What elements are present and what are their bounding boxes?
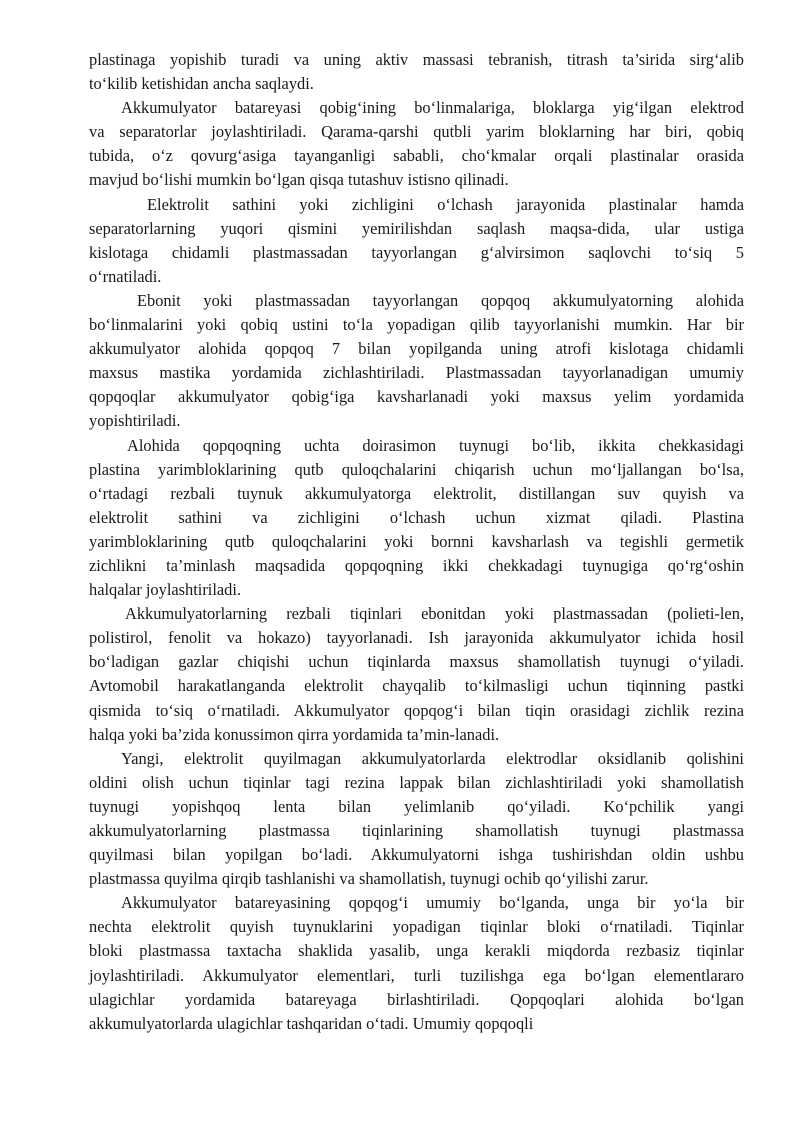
text-line: plastinaga yopishib turadi va uning aktiv massasi tebranish, titrash ta’sirida sirg‘alib <box>89 50 744 69</box>
text-line: polistirol, fenolit va hokazo) tayyorlanadi. Ish jarayonida akkumulyator ichida hosil <box>89 628 744 648</box>
text-line: tubida, o‘z qovurg‘asiga tayanganligi sababli, cho‘kmalar orqali plastinalar orasida <box>89 146 744 166</box>
text-line: bo‘linmalarini yoki qobiq ustini to‘la yopadigan qilib tayyorlanishi mumkin. Har bir <box>89 315 744 335</box>
text-line: kislotaga chidamli plastmassadan tayyorlangan g‘alvirsimon saqlovchi to‘siq 5 <box>89 242 744 262</box>
text-line: Ebonit yoki plastmassadan tayyorlangan qopqoq akkumulyatorning alohida <box>137 290 744 310</box>
text-line: quyilmasi bilan yopilgan bo‘ladi. Akkumulyatorni ishga tushirishdan oldin ushbu <box>89 845 744 865</box>
paragraph-5 <box>89 434 744 603</box>
paragraph-7 <box>89 747 744 892</box>
text-line: Alohida qopqoqning uchta doirasimon tuynugi bo‘lib, ikkita chekkasidagi <box>127 435 744 455</box>
text-line: qopqoqlar akkumulyator qobig‘iga kavsharlanadi yoki maxsus yelim yordamida <box>89 387 744 407</box>
text-line: yopishtiriladi. <box>89 411 181 431</box>
text-line: halqa yoki ba’zida konussimon qirra yordamida ta’min-lanadi. <box>89 724 500 744</box>
paragraph-6 <box>89 602 744 747</box>
paragraph-4 <box>89 289 744 434</box>
text-line: yarimbloklarining qutb quloqchalarini yoki bornni kavsharlash va tegishli germetik <box>89 531 744 551</box>
text-line: akkumulyatorlarning plastmassa tiqinlarining shamollatish tuynugi plastmassa <box>89 821 744 840</box>
text-line: nechta elektrolit quyish tuynuklarini yopadigan tiqinlar bloki o‘rnatiladi. Tiqinlar <box>89 917 744 937</box>
text-line: separatorlarning yuqori qismini yemirilishdan saqlash maqsa-dida, ular ustiga <box>89 218 744 238</box>
text-line: bo‘ladigan gazlar chiqishi uchun tiqinlarda maxsus shamollatish tuynugi o‘yiladi. <box>89 652 744 672</box>
text-line: plastina yarimbloklarining qutb quloqchalarini chiqarish uchun mo‘ljallangan bo‘lsa, <box>89 459 744 479</box>
text-line: mavjud bo‘lishi mumkin bo‘lgan qisqa tutashuv istisno qilinadi. <box>89 170 509 190</box>
text-line: o‘rtadagi rezbali tuynuk akkumulyatorga elektrolit, distillangan suv quyish va <box>89 483 744 503</box>
text-line: akkumulyator alohida qopqoq 7 bilan yopilganda uning atrofi kislotaga chidamli <box>89 339 744 359</box>
text-line: plastmassa quyilma qirqib tashlanishi va shamollatish, tuynugi ochib qo‘yilishi zarur. <box>89 869 649 889</box>
text-line: tuynugi yopishqoq lenta bilan yelimlanib qo‘yiladi. Ko‘pchilik yangi <box>89 796 744 816</box>
text-line: Avtomobil harakatlanganda elektrolit chayqalib to‘kilmasligi uchun tiqinning pastki <box>89 676 744 696</box>
text-line: qismida to‘siq o‘rnatiladi. Akkumulyator qopqog‘i bilan tiqin orasidagi zichlik rezina <box>89 700 744 720</box>
text-line: Yangi, elektrolit quyilmagan akkumulyatorlarda elektrodlar oksidlanib qolishini <box>121 748 744 768</box>
text-line: va separatorlar joylashtiriladi. Qarama-qarshi qutbli yarim bloklarning har biri, qobiq <box>89 122 744 142</box>
paragraph-1 <box>89 48 744 96</box>
text-line: oldini olish uchun tiqinlar tagi rezina lappak bilan zichlashtiriladi yoki shamollatish <box>89 772 744 792</box>
text-line: zichlikni ta’minlash maqsadida qopqoqning ikki chekkadagi tuynugiga qo‘rg‘oshin <box>89 555 744 575</box>
text-line: elektrolit sathini va zichligini o‘lchash uchun xizmat qiladi. Plastina <box>89 507 744 527</box>
text-line: to‘kilib ketishidan ancha saqlaydi. <box>89 74 314 94</box>
text-line: akkumulyatorlarda ulagichlar tashqaridan o‘tadi. Umumiy qopqoqli <box>89 1013 534 1033</box>
paragraph-8 <box>89 891 744 1036</box>
text-line: maxsus mastika yordamida zichlashtiriladi. Plastmassadan tayyorlanadigan umumiy <box>89 363 744 383</box>
text-line: joylashtiriladi. Akkumulyator elementlari, turli tuzilishga ega bo‘lgan elementlararo <box>89 965 744 985</box>
text-line: o‘rnatiladi. <box>89 266 162 286</box>
text-line: Elektrolit sathini yoki zichligini o‘lchash jarayonida plastinalar hamda <box>147 194 744 214</box>
text-line: Akkumulyatorlarning rezbali tiqinlari ebonitdan yoki plastmassadan (polieti-len, <box>125 604 744 624</box>
text-line: Akkumulyator batareyasi qobig‘ining bo‘linmalariga, bloklarga yig‘ilgan elektrod <box>121 98 744 118</box>
text-line: bloki plastmassa taxtacha shaklida yasalib, unga kerakli miqdorda rezbasiz tiqinlar <box>89 941 744 961</box>
paragraph-2 <box>89 96 744 192</box>
text-line: ulagichlar yordamida batareyaga birlashtiriladi. Qopqoqlari alohida bo‘lgan <box>89 989 744 1009</box>
text-line: halqalar joylashtiriladi. <box>89 580 242 600</box>
text-line: Akkumulyator batareyasining qopqog‘i umumiy bo‘lganda, unga bir yo‘la bir <box>121 893 744 913</box>
paragraph-3 <box>89 193 744 289</box>
